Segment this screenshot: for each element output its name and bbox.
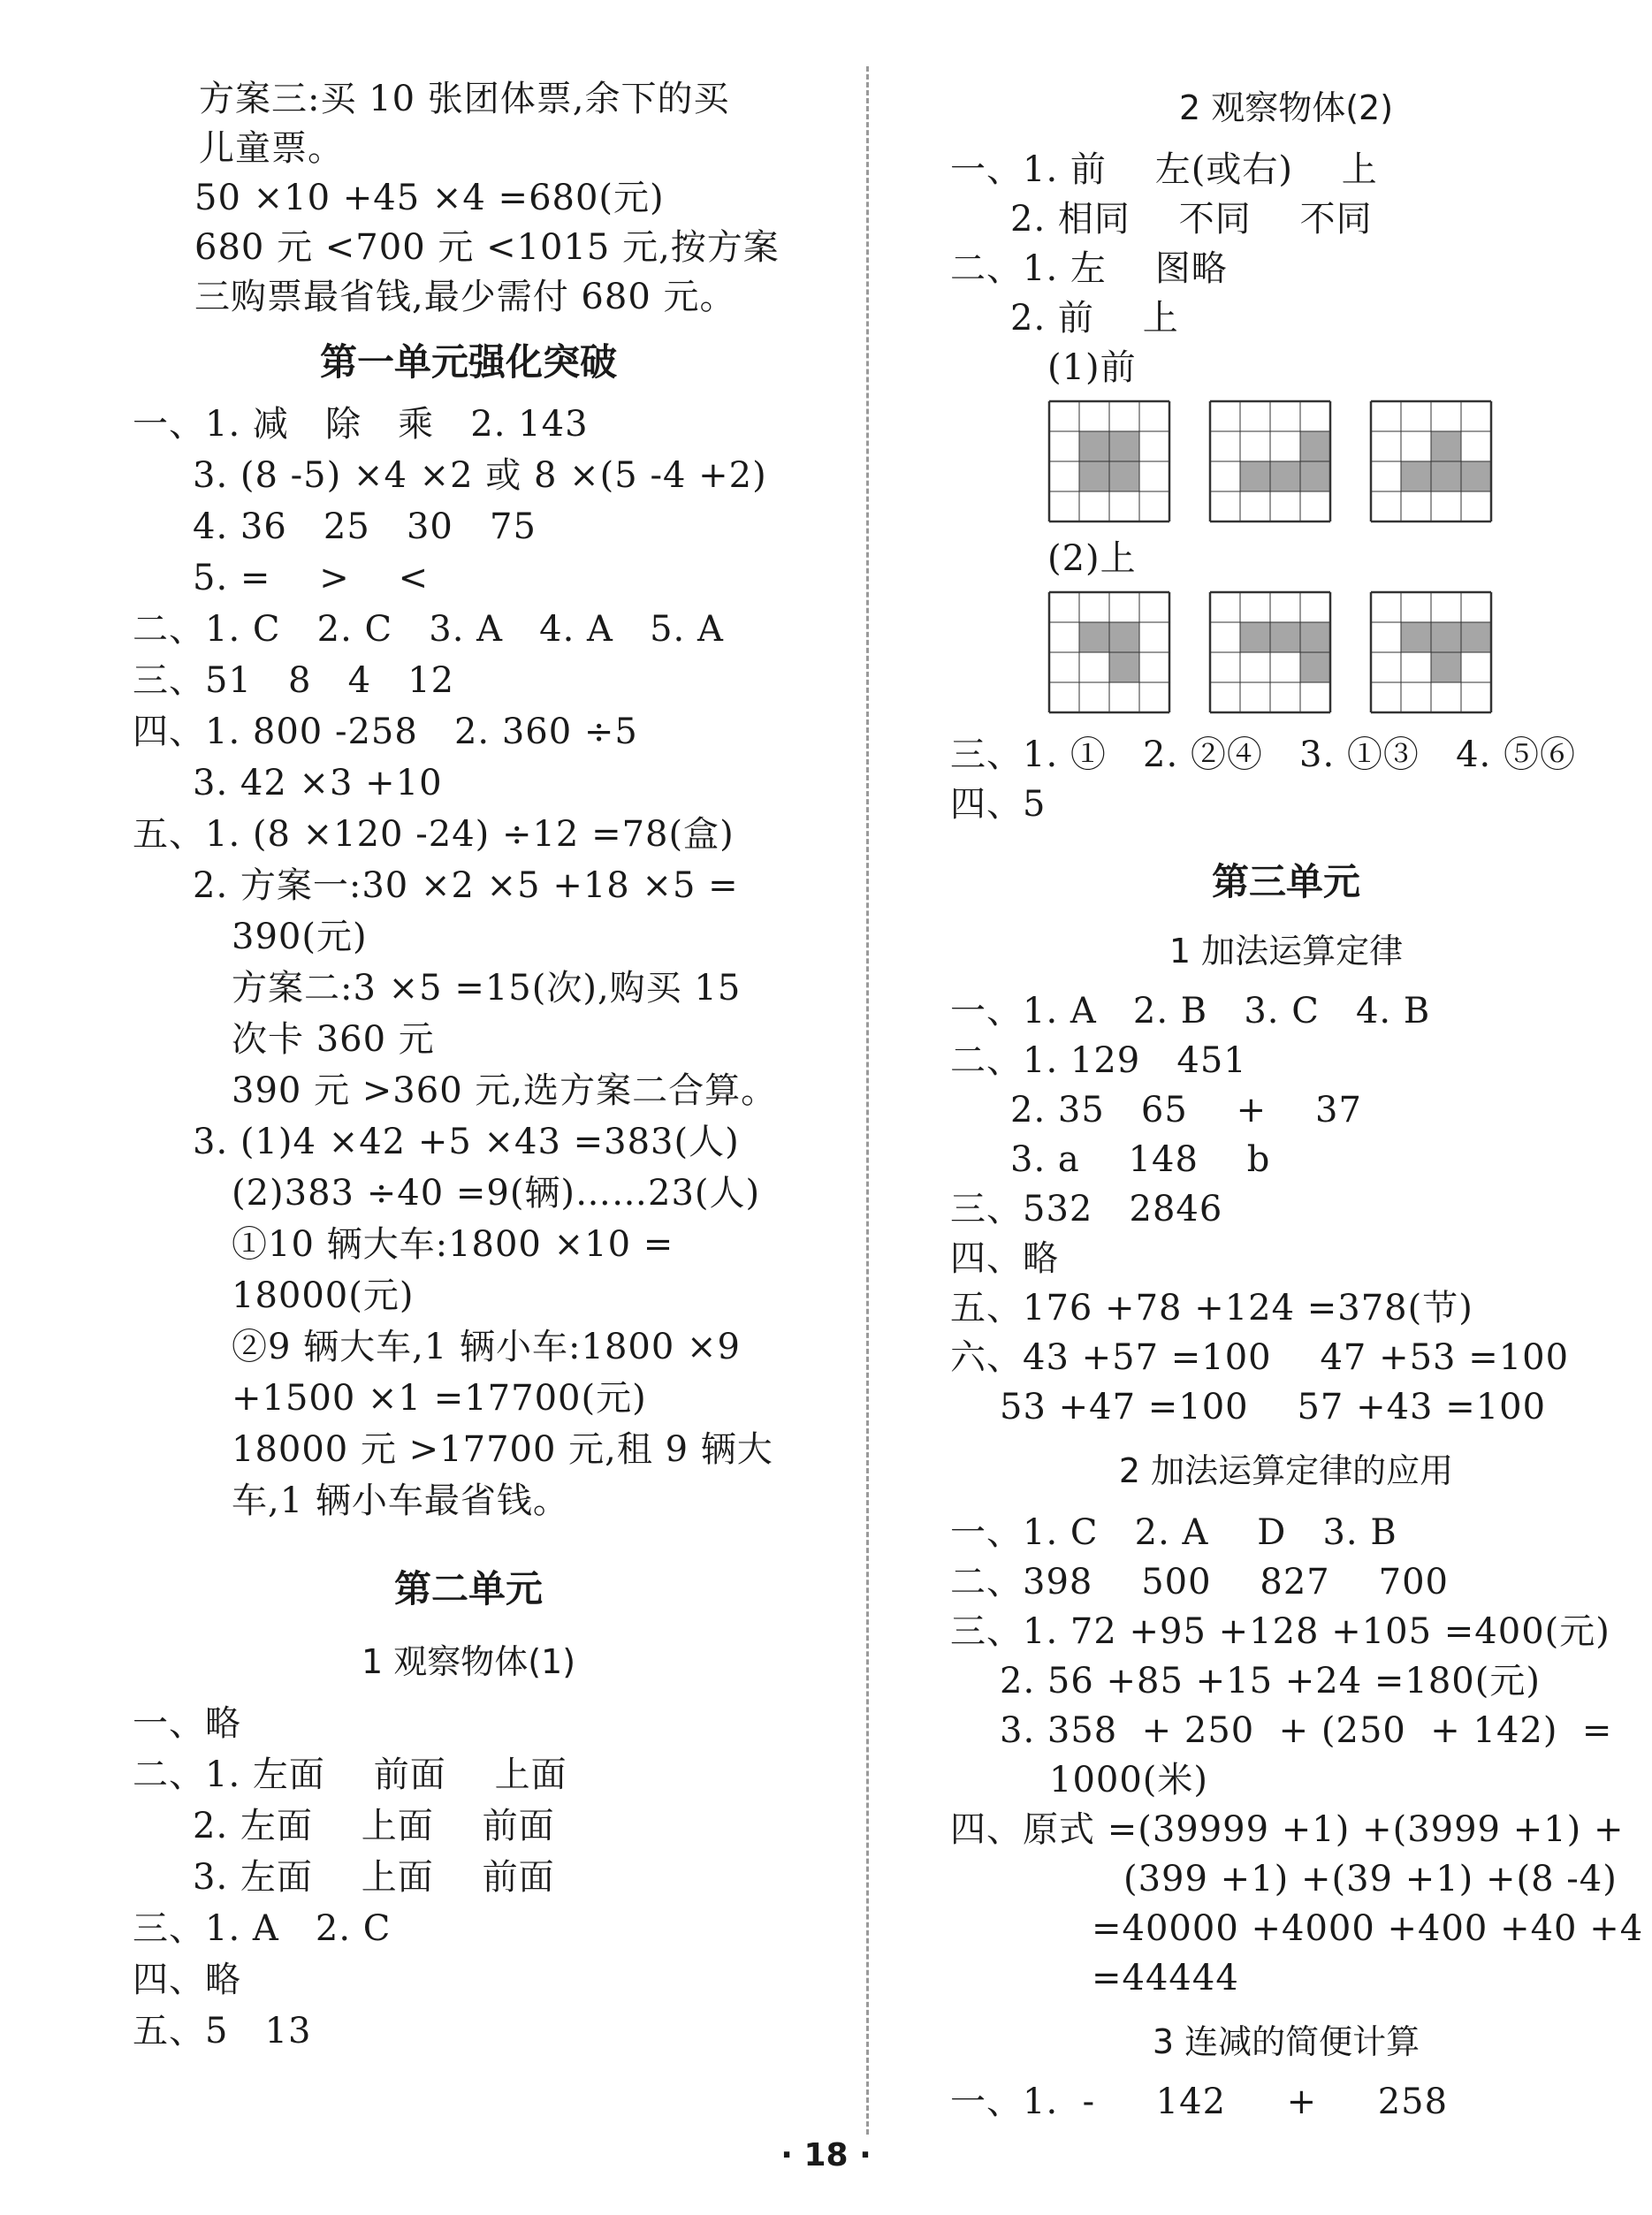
answer-line: 四、5 <box>950 784 1047 825</box>
answer-line: 3. 左面 上面 前面 <box>193 1857 555 1898</box>
shaded-cell <box>1431 461 1461 491</box>
answer-line: 5. = > < <box>193 558 430 598</box>
answer-line: 二、1. 129 451 <box>950 1040 1247 1081</box>
answer-line: 3. (8 -5) ×4 ×2 或 8 ×(5 -4 +2) <box>193 455 767 496</box>
answer-line: 2. 35 65 + 37 <box>1010 1090 1362 1130</box>
answer-line: 18000(元) <box>232 1275 415 1316</box>
shaded-cell <box>1300 431 1330 461</box>
answer-line: (1)前 <box>1047 347 1137 388</box>
answer-line: 车,1 辆小车最省钱。 <box>232 1480 569 1521</box>
subsection-heading: 2 加法运算定律的应用 <box>1118 1451 1454 1490</box>
shaded-cell <box>1431 622 1461 652</box>
top-view-2 <box>1208 590 1332 714</box>
answer-line: 儿童票。 <box>199 128 344 169</box>
answer-line: 四、略 <box>950 1238 1059 1279</box>
answer-line: 390 元 >360 元,选方案二合算。 <box>232 1070 778 1111</box>
answer-line: 三、532 2846 <box>950 1189 1223 1229</box>
answer-line: 三、1. ① 2. ②④ 3. ①③ 4. ⑤⑥ <box>950 735 1576 775</box>
answer-line: 2. 方案一:30 ×2 ×5 +18 ×5 = <box>193 865 739 906</box>
shaded-cell <box>1461 461 1491 491</box>
answer-line: 五、1. (8 ×120 -24) ÷12 =78(盒) <box>133 814 735 855</box>
answer-line: (2)383 ÷40 =9(辆)……23(人) <box>232 1173 761 1214</box>
shaded-cell <box>1109 622 1139 652</box>
shaded-cell <box>1079 431 1109 461</box>
answer-line: 五、5 13 <box>133 2011 312 2051</box>
page-number: · 18 · <box>780 2137 872 2173</box>
front-view-figures <box>1047 400 1493 523</box>
answer-line: 二、398 500 827 700 <box>950 1562 1449 1602</box>
answer-line: 二、1. 左面 前面 上面 <box>133 1754 567 1795</box>
subsection-heading: 3 连减的简便计算 <box>1152 2022 1420 2061</box>
answer-line: 四、1. 800 -258 2. 360 ÷5 <box>133 712 638 752</box>
shaded-cell <box>1431 431 1461 461</box>
answer-line: 一、1. A 2. B 3. C 4. B <box>950 991 1431 1031</box>
front-view-3 <box>1369 400 1493 523</box>
answer-line: 4. 36 25 30 75 <box>193 506 537 547</box>
answer-line: 390(元) <box>232 917 368 957</box>
shaded-cell <box>1109 461 1139 491</box>
section-heading-unit2: 第二单元 <box>393 1567 543 1610</box>
subsection-heading: 1 加法运算定律 <box>1169 932 1404 970</box>
answer-line: 50 ×10 +45 ×4 =680(元) <box>194 178 665 218</box>
shaded-cell <box>1300 461 1330 491</box>
shaded-cell <box>1270 461 1300 491</box>
answer-line: 三、1. 72 +95 +128 +105 =400(元) <box>950 1611 1610 1652</box>
answer-line: ②9 辆大车,1 辆小车:1800 ×9 <box>232 1327 741 1367</box>
top-view-1 <box>1047 590 1171 714</box>
answer-line: 二、1. 左 图略 <box>950 248 1228 289</box>
top-view-figures <box>1047 590 1493 714</box>
shaded-cell <box>1401 461 1431 491</box>
answer-line: 680 元 <700 元 <1015 元,按方案 <box>194 227 780 268</box>
shaded-cell <box>1300 652 1330 682</box>
answer-line: 1000(米) <box>1049 1760 1209 1800</box>
answer-line: =40000 +4000 +400 +40 +4 <box>1092 1908 1644 1949</box>
front-view-1 <box>1047 400 1171 523</box>
subsection-heading: 2 观察物体(2) <box>1178 88 1394 127</box>
answer-line: 3. 358 + 250 + (250 + 142) = <box>1000 1710 1613 1751</box>
column-divider <box>866 66 869 2135</box>
answer-line: (399 +1) +(39 +1) +(8 -4) <box>1123 1859 1618 1899</box>
shaded-cell <box>1240 461 1270 491</box>
shaded-cell <box>1079 622 1109 652</box>
section-heading-unit3: 第三单元 <box>1211 860 1360 903</box>
answer-line: =44444 <box>1092 1958 1239 1998</box>
answer-line: 五、176 +78 +124 =378(节) <box>950 1288 1473 1328</box>
shaded-cell <box>1270 622 1300 652</box>
answer-line: (2)上 <box>1047 538 1137 579</box>
answer-line: 2. 相同 不同 不同 <box>1010 199 1373 240</box>
shaded-cell <box>1109 431 1139 461</box>
answer-line: 次卡 360 元 <box>232 1019 435 1060</box>
answer-line: 3. 42 ×3 +10 <box>193 763 443 803</box>
shaded-cell <box>1431 652 1461 682</box>
answer-line: 一、1. 减 除 乘 2. 143 <box>133 404 589 445</box>
shaded-cell <box>1079 461 1109 491</box>
answer-line: 六、43 +57 =100 47 +53 =100 <box>950 1337 1570 1378</box>
answer-line: 四、略 <box>133 1960 241 2000</box>
top-view-3 <box>1369 590 1493 714</box>
answer-line: 3. (1)4 ×42 +5 ×43 =383(人) <box>193 1122 740 1162</box>
answer-line: 三、1. A 2. C <box>133 1908 392 1949</box>
answer-line: 三、51 8 4 12 <box>133 660 455 701</box>
answer-line: 2. 56 +85 +15 +24 =180(元) <box>1000 1661 1541 1701</box>
answer-line: 2. 左面 上面 前面 <box>193 1806 555 1846</box>
answer-line: 方案三:买 10 张团体票,余下的买 <box>199 79 730 119</box>
shaded-cell <box>1109 652 1139 682</box>
front-view-2 <box>1208 400 1332 523</box>
answer-line: 二、1. C 2. C 3. A 4. A 5. A <box>133 609 724 650</box>
answer-line: 方案二:3 ×5 =15(次),购买 15 <box>232 968 742 1009</box>
answer-line: 53 +47 =100 57 +43 =100 <box>1000 1387 1547 1427</box>
answer-line: 18000 元 >17700 元,租 9 辆大 <box>232 1429 773 1470</box>
answer-line: 2. 前 上 <box>1010 298 1179 339</box>
subsection-heading: 1 观察物体(1) <box>361 1642 576 1681</box>
answer-line: +1500 ×1 =17700(元) <box>232 1378 647 1419</box>
shaded-cell <box>1461 622 1491 652</box>
answer-line: 三购票最省钱,最少需付 680 元。 <box>194 277 736 317</box>
answer-line: ①10 辆大车:1800 ×10 = <box>232 1224 674 1265</box>
answer-line: 一、1. C 2. A D 3. B <box>950 1512 1397 1553</box>
shaded-cell <box>1300 622 1330 652</box>
section-heading-unit1: 第一单元强化突破 <box>319 340 617 384</box>
answer-line: 一、略 <box>133 1703 241 1744</box>
shaded-cell <box>1401 622 1431 652</box>
answer-line: 一、1. 前 左(或右) 上 <box>950 149 1378 190</box>
answer-line: 四、原式 =(39999 +1) +(3999 +1) + <box>950 1809 1625 1850</box>
answer-line: 一、1. - 142 + 258 <box>950 2082 1449 2122</box>
shaded-cell <box>1240 622 1270 652</box>
answer-line: 3. a 148 b <box>1010 1139 1271 1180</box>
